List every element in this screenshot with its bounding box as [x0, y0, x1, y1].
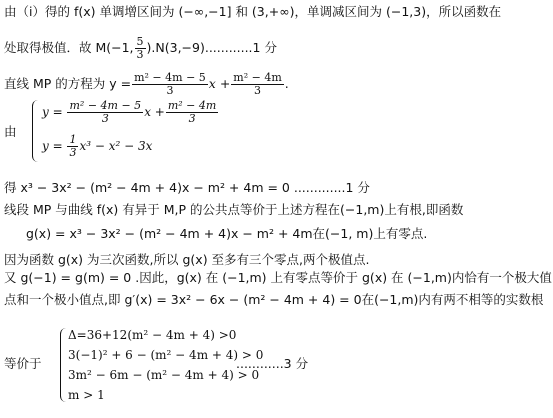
eq1-mid: x +	[144, 105, 165, 119]
system-brace	[32, 100, 38, 162]
fraction-denominator: 3	[69, 146, 77, 159]
system-label: 由	[4, 124, 17, 139]
text-line-6: 线段 MP 与曲线 f(x) 有异于 M,P 的公共点等价于上述方程在(−1,m)上有根,即函数	[4, 202, 464, 217]
condition-3: 3m² − 6m − (m² − 4m + 4) > 0	[68, 368, 260, 382]
text-line-9: 又 g(−1) = g(m) = 0 .因此，g(x) 在 (−1,m) 上有零点等价于 g(x) 在 (−1,m)内恰有一个极大值	[4, 270, 552, 285]
condition-2: 3(−1)² + 6 − (m² − 4m + 4) > 0	[68, 348, 264, 362]
text-line-1: 由（ⅰ）得的 f(x) 单调增区间为 (−∞,−1] 和 (3,+∞)，单调减区间为 (−1,3)，所以函数在	[4, 4, 502, 19]
text-line-7: g(x) = x³ − 3x² − (m² − 4m + 4)x − m² + 4m在(−1, m)上有零点.	[26, 226, 428, 241]
x-plus: x +	[208, 76, 231, 91]
fraction-5-3	[135, 36, 146, 61]
eq2-lhs: y =	[42, 139, 63, 153]
fraction-denominator: 3	[166, 84, 174, 97]
text-line-10: 点和一个极小值点,即 g′(x) = 3x² − 6x − (m² − 4m + 4) = 0在(−1,m)内有两不相等的实数根	[4, 292, 544, 307]
condition-4: m > 1	[68, 388, 105, 402]
text-line-2-b: ).N(3,−9)............1 分	[146, 40, 277, 55]
text-line-2	[4, 36, 277, 61]
conditions-brace	[60, 328, 66, 402]
condition-1: Δ=36+12(m² − 4m + 4) >0	[68, 328, 237, 342]
eq2-rest: x³ − x² − 3x	[79, 139, 153, 153]
fraction-numerator: 5	[136, 35, 144, 48]
fraction-numerator: m² − 4m − 5	[69, 99, 142, 112]
fraction-numerator: m² − 4m − 5	[134, 71, 206, 84]
fraction-numerator: 1	[69, 133, 77, 146]
fraction-denominator: 3	[136, 48, 144, 61]
fraction-denominator: 3	[188, 112, 196, 125]
eq1-lhs: y =	[42, 105, 63, 119]
text-line-8: 因为函数 g(x) 为三次函数,所以 g(x) 至多有三个零点,两个极值点.	[4, 252, 370, 267]
fraction-numerator: m² − 4m	[233, 71, 282, 84]
eq2-fraction	[67, 134, 78, 159]
intercept-fraction	[231, 72, 283, 97]
system-eq-1	[42, 100, 219, 125]
eq1-fraction-2	[166, 100, 218, 125]
text-line-5: 得 x³ − 3x² − (m² − 4m + 4)x − m² + 4m = 0 .............1 分	[4, 180, 370, 195]
score-3: ............3 分	[236, 356, 309, 371]
equivalent-label: 等价于	[4, 356, 42, 371]
text-line-2-a: 处取得极值．故 M(−1,	[4, 40, 134, 55]
fraction-numerator: m² − 4m	[167, 99, 217, 112]
line-mp-label: 直线 MP 的方程为 y =	[4, 76, 132, 91]
period: .	[284, 76, 289, 91]
eq1-fraction-1	[67, 100, 143, 125]
system-eq-2	[42, 134, 152, 159]
slope-fraction	[132, 72, 208, 97]
fraction-denominator: 3	[101, 112, 109, 125]
fraction-denominator: 3	[254, 84, 262, 97]
line-mp-equation	[4, 72, 289, 97]
